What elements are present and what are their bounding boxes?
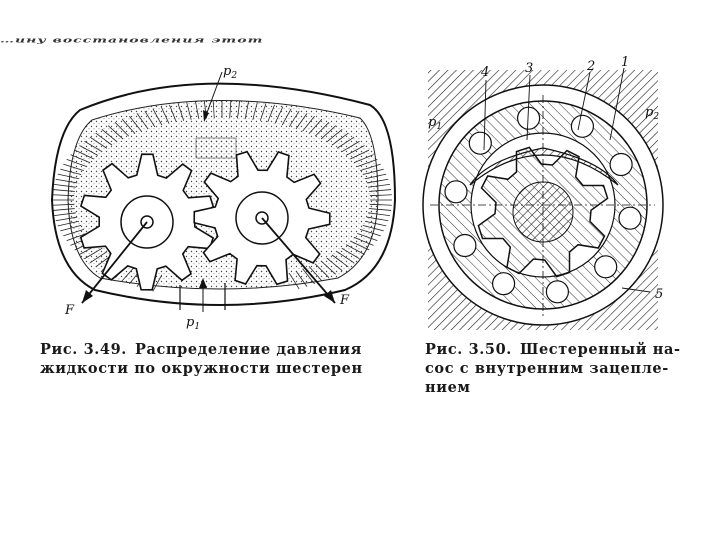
caption-3-50-text1: Шестеренный на- [519, 341, 681, 358]
caption-figure-3-49 [40, 340, 380, 378]
caption-3-49-text1: Распределение давления [134, 341, 362, 358]
caption-figure-3-50 [425, 340, 695, 397]
label-p1-right: $p_1$ [428, 115, 443, 132]
ring-tooth-pocket [454, 235, 476, 257]
label-3: 3 [525, 61, 534, 76]
ring-tooth-pocket [546, 281, 568, 303]
ring-tooth-pocket [595, 256, 617, 278]
caption-3-50-line1 [425, 340, 695, 359]
label-p2-left: $p_2$ [223, 64, 238, 81]
label-p1-left: $p_1$ [186, 315, 201, 332]
figure-3-49 [52, 64, 395, 332]
caption-3-50-number: Рис. 3.50. [425, 341, 512, 358]
label-4: 4 [481, 65, 490, 80]
ring-tooth-pocket [493, 273, 515, 295]
label-2: 2 [587, 59, 596, 74]
caption-3-50-line2: сос с внутренним зацепле- [425, 360, 669, 377]
ring-tooth-pocket [571, 115, 593, 137]
caption-3-50-line3: нием [425, 379, 471, 396]
ring-tooth-pocket [610, 154, 632, 176]
label-5: 5 [655, 287, 664, 302]
caption-3-49-line2: жидкости по окружности шестерен [40, 360, 363, 377]
header-text-fragment: …ину восстановления этот [0, 36, 264, 45]
label-p2-right: $p_2$ [645, 105, 660, 122]
caption-3-49-line1 [40, 340, 380, 359]
ring-tooth-pocket [445, 181, 467, 203]
label-force-right: F [340, 293, 350, 308]
label-1: 1 [621, 55, 630, 70]
top-inlet-port [196, 138, 236, 158]
caption-3-49-number: Рис. 3.49. [40, 341, 127, 358]
ring-tooth-pocket [469, 132, 491, 154]
ring-tooth-pocket [619, 207, 641, 229]
label-force-left: F [65, 303, 75, 318]
figure-3-50 [423, 55, 663, 330]
